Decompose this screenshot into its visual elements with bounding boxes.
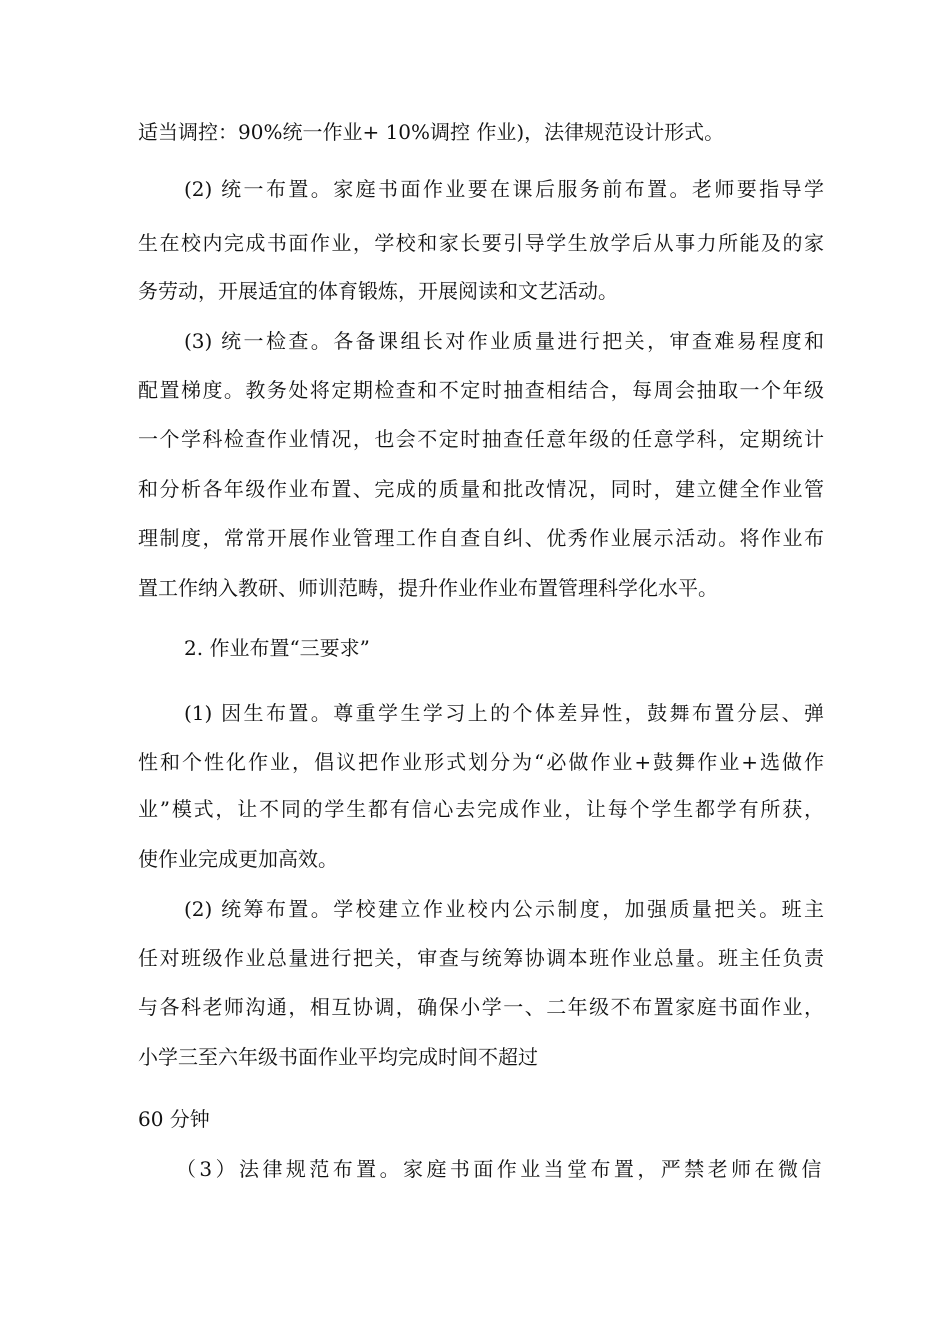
text-line: 生在校内完成书面作业，学校和家长要引导学生放学后从事力所能及的家 [138,231,824,255]
text-line: 性和个性化作业，倡议把作业形式划分为“必做作业+鼓舞作业+选做作 [138,750,824,774]
paragraph-first-line: (2) 统筹布置。学校建立作业校内公示制度，加强质量把关。班主 [184,897,824,921]
text-line: 使作业完成更加高效。 [138,847,338,871]
text-line: 60 分钟 [138,1107,210,1131]
text-line: 与各科老师沟通，相互协调，确保小学一、二年级不布置家庭书面作业， [138,995,824,1019]
text-line: 和分析各年级作业布置、完成的质量和批改情况，同时，建立健全作业管 [138,477,824,501]
text-line: 适当调控：90%统一作业+ 10%调控 作业)，法律规范设计形式。 [138,120,725,144]
text-line: 配置梯度。教务处将定期检查和不定时抽查相结合，每周会抽取一个年级 [138,378,824,402]
text-line: 一个学科检查作业情况，也会不定时抽查任意年级的任意学科，定期统计 [138,427,824,451]
paragraph-first-line: (1) 因生布置。尊重学生学习上的个体差异性，鼓舞布置分层、弹 [184,701,824,725]
section-heading: 2. 作业布置“三要求” [184,636,370,660]
paragraph-first-line: (3) 统一检查。各备课组长对作业质量进行把关，审查难易程度和 [184,329,824,353]
paragraph-first-line: （3）法律规范布置。家庭书面作业当堂布置，严禁老师在微信 [176,1157,824,1181]
text-line: 理制度，常常开展作业管理工作自查自纠、优秀作业展示活动。将作业布 [138,526,824,550]
text-line: 小学三至六年级书面作业平均完成时间不超过 [138,1045,538,1069]
text-line: 业”模式，让不同的学生都有信心去完成作业，让每个学生都学有所获， [138,797,824,821]
text-line: 任对班级作业总量进行把关，审查与统筹协调本班作业总量。班主任负责 [138,946,824,970]
paragraph-first-line: (2) 统一布置。家庭书面作业要在课后服务前布置。老师要指导学 [184,177,824,201]
text-line: 置工作纳入教研、师训范畴，提升作业作业布置管理科学化水平。 [138,576,718,600]
text-line: 务劳动，开展适宜的体育锻炼，开展阅读和文艺活动。 [138,279,618,303]
